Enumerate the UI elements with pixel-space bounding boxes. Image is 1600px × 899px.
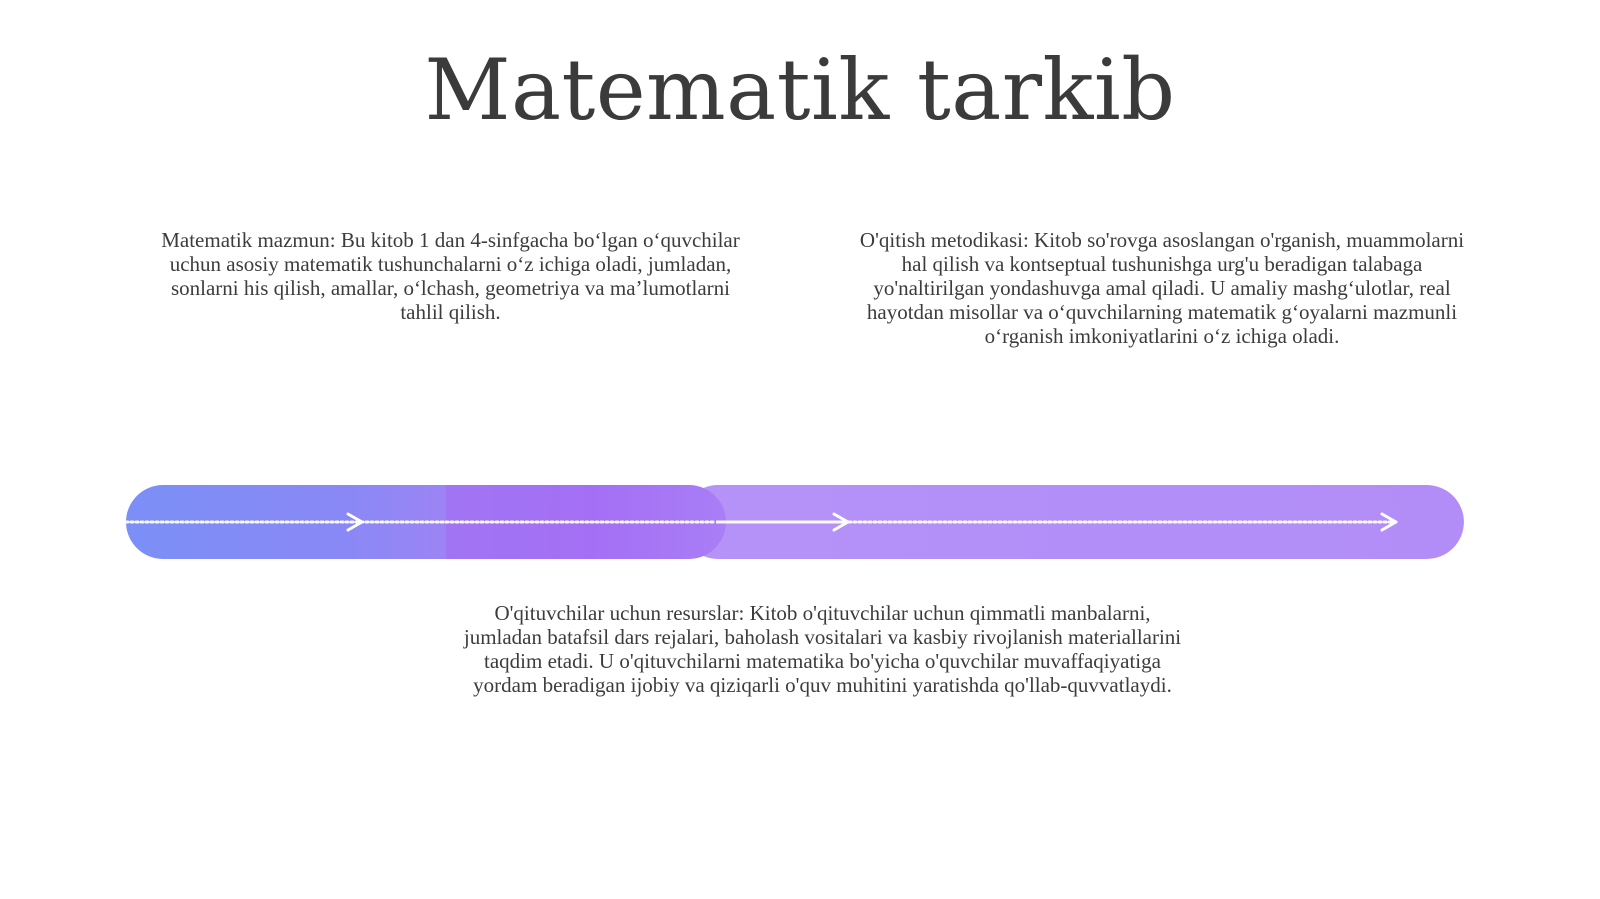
text-block-teaching-methodology: O'qitish metodikasi: Kitob so'rovga asoslangan o'rganish, muammolarni hal qilish va kontseptual tushunishga urg'u beradigan talabaga yo'naltirilgan yondashuvga amal qiladi. U amaliy mashg‘ulotlar, real hayotdan misollar va o‘quvchilarning matematik g‘oyalarni mazmunli o‘rganish imkoniyatlarini o‘z ichiga oladi. [859,228,1465,348]
text-block-teacher-resources: O'qituvchilar uchun resurslar: Kitob o'qituvchilar uchun qimmatli manbalarni, jumladan batafsil dars rejalari, baholash vositalari va kasbiy rivojlanish materiallarini taqdim etadi. U o'qituvchilarni matematika bo'yicha o'quvchilar muvaffaqiyatiga yordam beradigan ijobiy va qiziqarli o'quv muhitini yaratishda qo'llab-quvvatlaydi. [463,601,1182,697]
text-block-mathematical-content: Matematik mazmun: Bu kitob 1 dan 4-sinfgacha bo‘lgan o‘quvchilar uchun asosiy matematik tushunchalarni o‘z ichiga oladi, jumladan, sonlarni his qilish, amallar, o‘lchash, geometriya va ma’lumotlarni tahlil qilish. [161,228,740,324]
slide-title: Matematik tarkib [424,41,1176,139]
timeline-bar [126,485,1464,559]
timeline-arrows [126,485,1464,559]
